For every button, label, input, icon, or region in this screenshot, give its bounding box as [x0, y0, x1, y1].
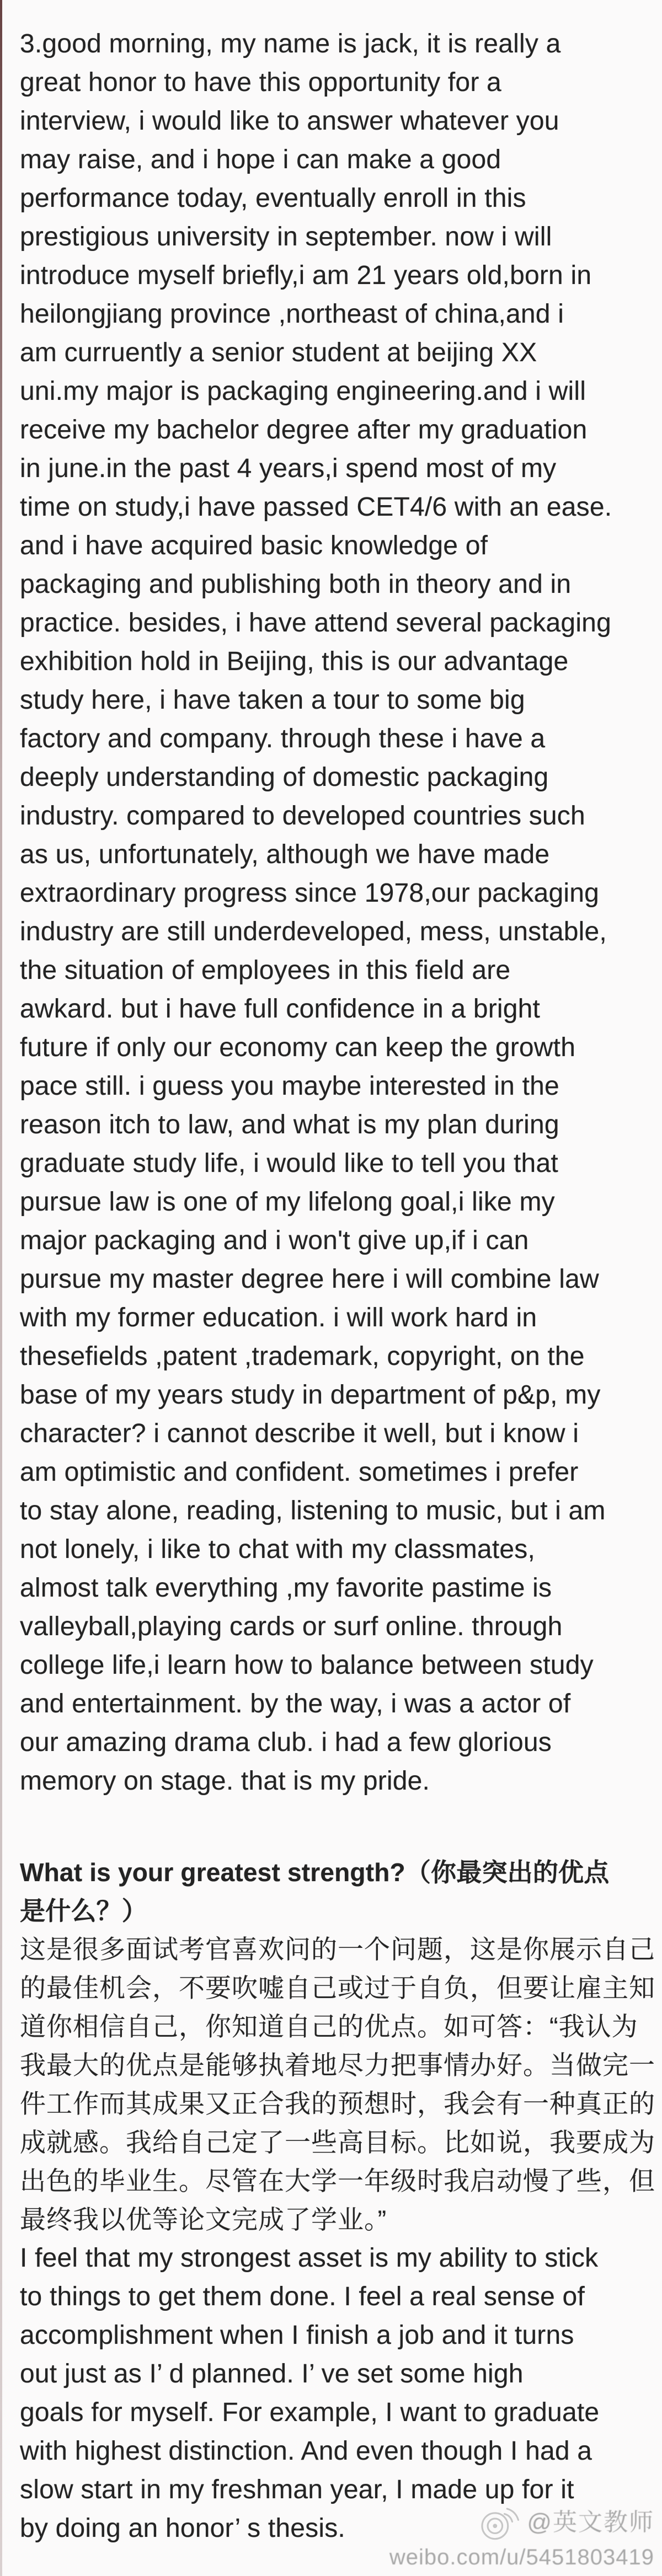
text-line: slow start in my freshman year, I made up for it [20, 2475, 574, 2504]
text-line: the situation of employees in this field are [20, 956, 511, 985]
text-line: am optimistic and confident. sometimes i prefer [20, 1458, 579, 1487]
text-line: goals for myself. For example, I want to graduate [20, 2398, 600, 2427]
intro-paragraph [20, 25, 644, 1801]
text-line: time on study,i have passed CET4/6 with an ease. [20, 492, 612, 522]
text-line: study here, i have taken a tour to some big [20, 685, 525, 715]
text-line: pursue law is one of my lifelong goal,i like my [20, 1187, 555, 1217]
text-line: 我最大的优点是能够执着地尽力把事情办好。当做完一 [20, 2050, 655, 2080]
chinese-tip-paragraph [20, 1930, 655, 2239]
text-line: 这是很多面试考官喜欢问的一个问题，这是你展示自己 [20, 1935, 655, 1964]
text-line: 的最佳机会，不要吹嘘自己或过于自负，但要让雇主知 [20, 1973, 655, 2002]
text-line: pursue my master degree here i will combine law [20, 1265, 599, 1294]
weibo-handle: @英文教师 [527, 2509, 654, 2536]
text-line: uni.my major is packaging engineering.and i will [20, 377, 586, 406]
text-line: and entertainment. by the way, i was a actor of [20, 1689, 571, 1718]
text-line: What is your greatest strength?（你最突出的优点 [20, 1858, 610, 1887]
text-line: deeply understanding of domestic packaging [20, 763, 549, 792]
weibo-eye-icon [476, 2501, 519, 2544]
text-line: 最终我以优等论文完成了学业。” [20, 2205, 387, 2234]
text-line: college life,i learn how to balance between study [20, 1651, 594, 1680]
left-edge-artifact [0, 0, 2, 2576]
text-line: base of my years study in department of p&p, my [20, 1380, 601, 1410]
text-line: out just as I’ d planned. I’ ve set some high [20, 2359, 524, 2388]
document-content [20, 25, 655, 2548]
text-line: character? i cannot describe it well, but i know i [20, 1419, 579, 1448]
text-line: valleyball,playing cards or surf online. through [20, 1612, 563, 1641]
text-line: practice. besides, i have attend several packaging [20, 608, 611, 638]
text-line: awkard. but i have full confidence in a bright [20, 994, 541, 1024]
text-line: factory and company. through these i have a [20, 724, 546, 753]
text-line: 道你相信自己，你知道自己的优点。如可答：“我认为 [20, 2012, 638, 2041]
text-line: performance today, eventually enroll in this [20, 184, 526, 213]
weibo-url: weibo.com/u/5451803419 [389, 2545, 654, 2569]
text-line: interview, i would like to answer whatever you [20, 106, 559, 136]
text-line: by doing an honor’ s thesis. [20, 2514, 345, 2543]
text-line: 成就感。我给自己定了一些高目标。比如说，我要成为 [20, 2128, 655, 2157]
text-line: pace still. i guess you maybe interested in the [20, 1072, 559, 1101]
text-line: as us, unfortunately, although we have made [20, 840, 550, 869]
text-line: 是什么？） [20, 1897, 147, 1925]
text-line: prestigious university in september. now i will [20, 222, 552, 251]
text-line: packaging and publishing both in theory and in [20, 570, 572, 599]
text-line: to stay alone, reading, listening to music, but i am [20, 1496, 606, 1525]
text-line: major packaging and i won't give up,if i can [20, 1226, 529, 1255]
text-line: may raise, and i hope i can make a good [20, 145, 501, 174]
text-line: industry are still underdeveloped, mess, unstable, [20, 917, 607, 946]
text-line: exhibition hold in Beijing, this is our advantage [20, 647, 569, 676]
text-line: heilongjiang province ,northeast of china,and i [20, 299, 564, 329]
weibo-watermark-row [389, 2501, 654, 2544]
strength-question-heading [20, 1853, 644, 1930]
text-line: thesefields ,patent ,trademark, copyright, on the [20, 1342, 585, 1371]
text-line: memory on stage. that is my pride. [20, 1766, 430, 1796]
text-line: not lonely, i like to chat with my classmates, [20, 1535, 535, 1564]
text-line: future if only our economy can keep the growth [20, 1033, 576, 1062]
text-line: in june.in the past 4 years,i spend most of my [20, 454, 557, 483]
text-line: graduate study life, i would like to tell you that [20, 1149, 558, 1178]
text-line: great honor to have this opportunity for a [20, 68, 501, 97]
text-line: our amazing drama club. i had a few glorious [20, 1728, 552, 1757]
text-line: extraordinary progress since 1978,our packaging [20, 879, 600, 908]
text-line: with my former education. i will work hard in [20, 1303, 537, 1332]
text-line: 出色的毕业生。尽管在大学一年级时我启动慢了些，但 [20, 2166, 655, 2195]
text-line: with highest distinction. And even though I had a [20, 2436, 592, 2466]
text-line: 件工作而其成果又正合我的预想时，我会有一种真正的 [20, 2089, 655, 2118]
text-line: to things to get them done. I feel a real sense of [20, 2282, 585, 2311]
text-line: am curruently a senior student at beijing XX [20, 338, 537, 367]
text-line: introduce myself briefly,i am 21 years old,born in [20, 261, 592, 290]
text-line: and i have acquired basic knowledge of [20, 531, 488, 560]
weibo-watermark [389, 2501, 654, 2570]
text-line: receive my bachelor degree after my graduation [20, 415, 588, 444]
text-line: accomplishment when I finish a job and it turns [20, 2321, 574, 2350]
text-line: almost talk everything ,my favorite pastime is [20, 1573, 552, 1603]
text-line: reason itch to law, and what is my plan during [20, 1110, 559, 1139]
text-line: industry. compared to developed countries such [20, 801, 585, 831]
text-line: 3.good morning, my name is jack, it is really a [20, 29, 561, 58]
text-line: I feel that my strongest asset is my ability to stick [20, 2243, 599, 2273]
